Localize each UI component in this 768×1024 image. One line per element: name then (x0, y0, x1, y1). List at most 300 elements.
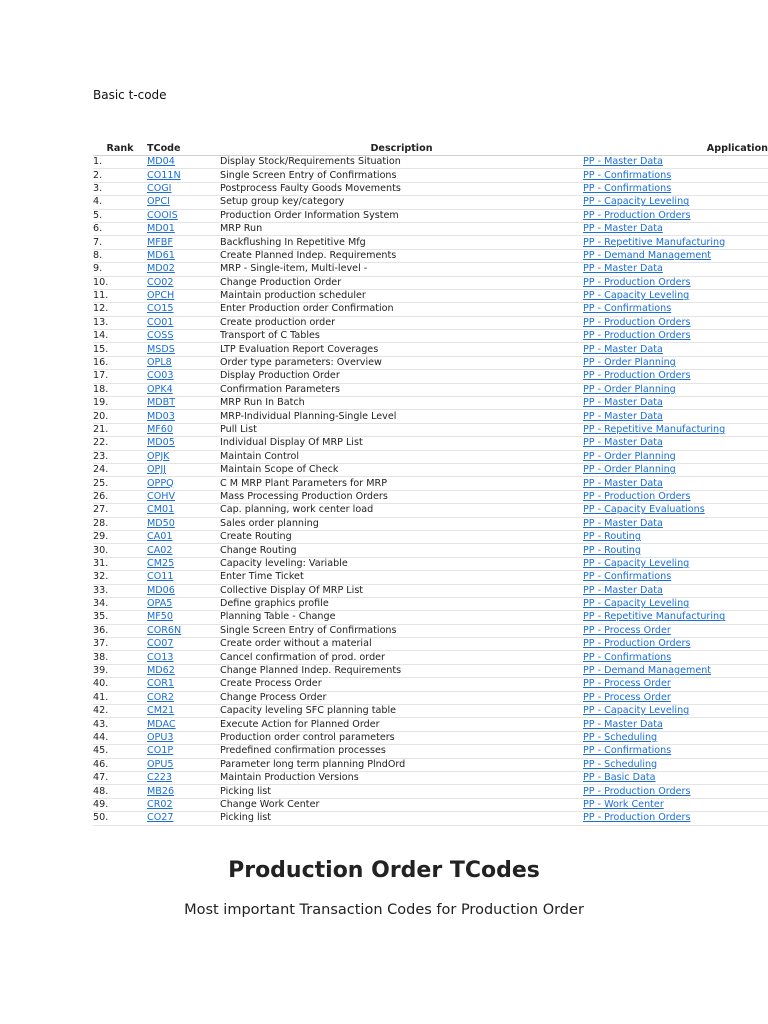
description-cell: Display Production Order (220, 370, 583, 383)
application-cell (583, 530, 768, 543)
description-cell: C M MRP Plant Parameters for MRP (220, 477, 583, 490)
application-link[interactable]: PP - Order Planning (583, 464, 676, 476)
application-cell (583, 624, 768, 637)
application-link[interactable]: PP - Production Orders (583, 812, 691, 824)
tcode-link[interactable]: COSS (147, 330, 174, 342)
application-cell (583, 450, 768, 463)
application-link[interactable]: PP - Production Orders (583, 316, 691, 328)
application-cell (583, 410, 768, 423)
page-subtitle: Most important Transaction Codes for Production Order (184, 902, 584, 918)
application-link[interactable]: PP - Master Data (583, 718, 663, 730)
rank-cell: 29. (93, 530, 147, 543)
description-cell: Maintain production scheduler (220, 289, 583, 302)
application-cell (583, 771, 768, 784)
application-link[interactable]: PP - Confirmations (583, 303, 672, 315)
application-link[interactable]: PP - Master Data (583, 263, 663, 275)
description-cell: Enter Production order Confirmation (220, 303, 583, 316)
description-cell: Execute Action for Planned Order (220, 718, 583, 731)
application-link[interactable]: PP - Repetitive Manufacturing (583, 424, 726, 435)
description-cell: Change Planned Indep. Requirements (220, 664, 583, 677)
tcode-link[interactable]: CO02 (147, 276, 174, 288)
table-row (93, 530, 768, 543)
table-row (93, 249, 768, 262)
application-link[interactable]: PP - Master Data (583, 343, 663, 355)
application-link[interactable]: PP - Process Order (583, 678, 671, 690)
rank-cell: 39. (93, 664, 147, 677)
application-cell (583, 437, 768, 450)
description-cell: Single Screen Entry of Confirmations (220, 169, 583, 182)
description-cell: Backflushing In Repetitive Mfg (220, 236, 583, 249)
application-cell (583, 691, 768, 704)
application-cell (583, 705, 768, 718)
application-cell (583, 731, 768, 744)
application-cell (583, 638, 768, 651)
application-link[interactable]: PP - Scheduling (583, 731, 658, 743)
description-cell: Create Planned Indep. Requirements (220, 249, 583, 262)
tcode-cell (147, 423, 220, 436)
tcode-link[interactable]: CM01 (147, 504, 175, 516)
header-rank: Rank (93, 142, 147, 156)
tcode-link[interactable]: CO13 (147, 651, 174, 663)
application-cell (583, 330, 768, 343)
application-link[interactable]: PP - Routing (583, 544, 641, 556)
tcode-link[interactable]: MD61 (147, 249, 175, 261)
tcode-link[interactable]: OPCI (147, 196, 170, 208)
tcode-cell (147, 624, 220, 637)
application-link[interactable]: PP - Scheduling (583, 758, 658, 770)
tcode-link[interactable]: OPU3 (147, 731, 174, 743)
tcode-link[interactable]: COOIS (147, 209, 178, 221)
rank-cell: 49. (93, 798, 147, 811)
rank-cell: 34. (93, 597, 147, 610)
table-row (93, 758, 768, 771)
description-cell: Picking list (220, 785, 583, 798)
table-row (93, 517, 768, 530)
table-row (93, 463, 768, 476)
table-header-row (93, 142, 768, 156)
table-row (93, 571, 768, 584)
table-row (93, 544, 768, 557)
description-cell: MRP - Single-item, Multi-level - (220, 263, 583, 276)
application-link[interactable]: PP - Master Data (583, 437, 663, 449)
tcode-cell (147, 664, 220, 677)
application-cell (583, 196, 768, 209)
tcode-cell (147, 544, 220, 557)
table-row (93, 209, 768, 222)
tcode-link[interactable]: CA02 (147, 544, 173, 556)
tcode-link[interactable]: MD62 (147, 665, 175, 677)
description-cell: Pull List (220, 423, 583, 436)
tcode-cell (147, 557, 220, 570)
tcode-cell (147, 530, 220, 543)
tcode-cell (147, 182, 220, 195)
table-row (93, 397, 768, 410)
rank-cell: 46. (93, 758, 147, 771)
rank-cell: 33. (93, 584, 147, 597)
application-link[interactable]: PP - Demand Management (583, 665, 712, 677)
tcode-cell (147, 383, 220, 396)
tcode-link[interactable]: CR02 (147, 798, 173, 810)
rank-cell: 4. (93, 196, 147, 209)
application-link[interactable]: PP - Master Data (583, 517, 663, 529)
description-cell: Production Order Information System (220, 209, 583, 222)
description-cell: Cap. planning, work center load (220, 504, 583, 517)
rank-cell: 24. (93, 463, 147, 476)
application-cell (583, 758, 768, 771)
table-row (93, 678, 768, 691)
rank-cell: 43. (93, 718, 147, 731)
tcode-cell (147, 771, 220, 784)
application-link[interactable]: PP - Master Data (583, 477, 663, 489)
application-link[interactable]: PP - Capacity Leveling (583, 196, 690, 208)
tcode-link[interactable]: COR1 (147, 678, 175, 690)
application-cell (583, 517, 768, 530)
application-link[interactable]: PP - Production Orders (583, 785, 691, 797)
tcode-cell (147, 705, 220, 718)
description-cell: MRP-Individual Planning-Single Level (220, 410, 583, 423)
tcode-link[interactable]: OPK4 (147, 383, 173, 395)
rank-cell: 2. (93, 169, 147, 182)
tcode-link[interactable]: MDAC (147, 718, 176, 730)
table-row (93, 624, 768, 637)
description-cell: MRP Run (220, 222, 583, 235)
application-link[interactable]: PP - Capacity Evaluations (583, 504, 705, 516)
table-row (93, 504, 768, 517)
description-cell: MRP Run In Batch (220, 397, 583, 410)
tcode-cell (147, 356, 220, 369)
tcode-cell (147, 745, 220, 758)
application-link[interactable]: PP - Process Order (583, 624, 671, 636)
rank-cell: 5. (93, 209, 147, 222)
application-link[interactable]: PP - Master Data (583, 156, 663, 168)
tcode-link[interactable]: CO1P (147, 745, 174, 757)
application-link[interactable]: PP - Master Data (583, 584, 663, 596)
tcode-cell (147, 691, 220, 704)
tcode-link[interactable]: MF50 (147, 611, 174, 623)
application-link[interactable]: PP - Repetitive Manufacturing (583, 611, 726, 623)
page-title: Production Order TCodes (228, 858, 540, 883)
description-cell: Cancel confirmation of prod. order (220, 651, 583, 664)
application-cell (583, 477, 768, 490)
application-cell (583, 169, 768, 182)
table-row (93, 557, 768, 570)
rank-cell: 40. (93, 678, 147, 691)
table-row (93, 584, 768, 597)
tcode-cell (147, 611, 220, 624)
table-row (93, 597, 768, 610)
tcode-cell (147, 517, 220, 530)
tcode-cell (147, 249, 220, 262)
rank-cell: 7. (93, 236, 147, 249)
tcode-table (93, 142, 768, 826)
tcode-link[interactable]: MF60 (147, 424, 174, 435)
tcode-cell (147, 638, 220, 651)
description-cell: Maintain Scope of Check (220, 463, 583, 476)
application-link[interactable]: PP - Order Planning (583, 383, 676, 395)
tcode-link[interactable]: CO27 (147, 812, 174, 824)
tcode-link[interactable]: CO11 (147, 571, 174, 583)
application-link[interactable]: PP - Master Data (583, 397, 663, 409)
application-link[interactable]: PP - Capacity Leveling (583, 290, 690, 302)
table-row (93, 356, 768, 369)
tcode-link[interactable]: MD03 (147, 410, 175, 422)
table-row (93, 289, 768, 302)
application-cell (583, 557, 768, 570)
tcode-cell (147, 370, 220, 383)
tcode-cell (147, 156, 220, 169)
tcode-link[interactable]: CA01 (147, 531, 173, 543)
description-cell: Mass Processing Production Orders (220, 490, 583, 503)
tcode-link[interactable]: MD01 (147, 223, 175, 235)
application-link[interactable]: PP - Confirmations (583, 651, 672, 663)
application-link[interactable]: PP - Confirmations (583, 745, 672, 757)
tcode-link[interactable]: MD02 (147, 263, 175, 275)
rank-cell: 14. (93, 330, 147, 343)
rank-cell: 41. (93, 691, 147, 704)
tcode-cell (147, 289, 220, 302)
tcode-cell (147, 758, 220, 771)
application-link[interactable]: PP - Production Orders (583, 370, 691, 382)
rank-cell: 32. (93, 571, 147, 584)
rank-cell: 10. (93, 276, 147, 289)
tcode-cell (147, 571, 220, 584)
description-cell: Sales order planning (220, 517, 583, 530)
application-cell (583, 490, 768, 503)
tcode-link[interactable]: CO11N (147, 169, 181, 181)
application-cell (583, 718, 768, 731)
tcode-link[interactable]: MD05 (147, 437, 175, 449)
description-cell: Create production order (220, 316, 583, 329)
table-row (93, 745, 768, 758)
tcode-link[interactable]: OPJK (147, 450, 170, 462)
tcode-cell (147, 236, 220, 249)
rank-cell: 9. (93, 263, 147, 276)
tcode-cell (147, 785, 220, 798)
rank-cell: 37. (93, 638, 147, 651)
application-link[interactable]: PP - Master Data (583, 223, 663, 235)
application-cell (583, 222, 768, 235)
application-link[interactable]: PP - Production Orders (583, 330, 691, 342)
table-row (93, 410, 768, 423)
tcode-link[interactable]: COR2 (147, 691, 175, 703)
application-cell (583, 544, 768, 557)
application-cell (583, 584, 768, 597)
description-cell: Change Process Order (220, 691, 583, 704)
tcode-link[interactable]: COGI (147, 182, 172, 194)
rank-cell: 11. (93, 289, 147, 302)
rank-cell: 42. (93, 705, 147, 718)
application-link[interactable]: PP - Basic Data (583, 772, 656, 784)
rank-cell: 17. (93, 370, 147, 383)
table-row (93, 651, 768, 664)
tcode-link[interactable]: OPPQ (147, 477, 174, 489)
application-link[interactable]: PP - Demand Management (583, 249, 712, 261)
application-link[interactable]: PP - Capacity Leveling (583, 705, 690, 717)
table-row (93, 785, 768, 798)
description-cell: Individual Display Of MRP List (220, 437, 583, 450)
description-cell: Single Screen Entry of Confirmations (220, 624, 583, 637)
tcode-cell (147, 169, 220, 182)
application-cell (583, 370, 768, 383)
rank-cell: 50. (93, 812, 147, 825)
description-cell: Transport of C Tables (220, 330, 583, 343)
description-cell: Maintain Production Versions (220, 771, 583, 784)
application-link[interactable]: PP - Master Data (583, 410, 663, 422)
table-row (93, 182, 768, 195)
application-cell (583, 236, 768, 249)
description-cell: Collective Display Of MRP List (220, 584, 583, 597)
description-cell: Capacity leveling SFC planning table (220, 705, 583, 718)
rank-cell: 20. (93, 410, 147, 423)
tcode-link[interactable]: CO01 (147, 316, 174, 328)
table-row (93, 771, 768, 784)
tcode-cell (147, 263, 220, 276)
rank-cell: 28. (93, 517, 147, 530)
rank-cell: 12. (93, 303, 147, 316)
tcode-link[interactable]: OPL8 (147, 357, 172, 369)
description-cell: LTP Evaluation Report Coverages (220, 343, 583, 356)
application-cell (583, 397, 768, 410)
tcode-link[interactable]: MD04 (147, 156, 175, 168)
tcode-link[interactable]: COHV (147, 490, 176, 502)
application-link[interactable]: PP - Confirmations (583, 169, 672, 181)
table-row (93, 423, 768, 436)
tcode-cell (147, 437, 220, 450)
rank-cell: 35. (93, 611, 147, 624)
description-cell: Display Stock/Requirements Situation (220, 156, 583, 169)
application-link[interactable]: PP - Work Center (583, 798, 664, 810)
application-link[interactable]: PP - Order Planning (583, 450, 676, 462)
application-cell (583, 504, 768, 517)
tcode-link[interactable]: COR6N (147, 624, 182, 636)
tcode-link[interactable]: OPCH (147, 290, 175, 302)
tcode-cell (147, 450, 220, 463)
tcode-cell (147, 597, 220, 610)
tcode-cell (147, 798, 220, 811)
tcode-link[interactable]: OPU5 (147, 758, 174, 770)
application-cell (583, 745, 768, 758)
tcode-cell (147, 410, 220, 423)
header-description: Description (220, 142, 583, 156)
tcode-link[interactable]: CO03 (147, 370, 174, 382)
description-cell: Capacity leveling: Variable (220, 557, 583, 570)
table-row (93, 798, 768, 811)
application-link[interactable]: PP - Routing (583, 531, 641, 543)
rank-cell: 30. (93, 544, 147, 557)
application-cell (583, 343, 768, 356)
rank-cell: 26. (93, 490, 147, 503)
tcode-link[interactable]: MFBF (147, 236, 173, 248)
rank-cell: 21. (93, 423, 147, 436)
application-link[interactable]: PP - Confirmations (583, 182, 672, 194)
application-cell (583, 678, 768, 691)
application-link[interactable]: PP - Order Planning (583, 357, 676, 369)
application-cell (583, 316, 768, 329)
description-cell: Predefined confirmation processes (220, 745, 583, 758)
table-row (93, 316, 768, 329)
description-cell: Order type parameters: Overview (220, 356, 583, 369)
application-link[interactable]: PP - Production Orders (583, 209, 691, 221)
tcode-cell (147, 812, 220, 825)
tcode-cell (147, 276, 220, 289)
rank-cell: 23. (93, 450, 147, 463)
tcode-link[interactable]: MD50 (147, 517, 175, 529)
table-row (93, 156, 768, 169)
description-cell: Picking list (220, 812, 583, 825)
header-tcode: TCode (147, 142, 220, 156)
tcode-link[interactable]: MDBT (147, 397, 176, 409)
rank-cell: 44. (93, 731, 147, 744)
rank-cell: 27. (93, 504, 147, 517)
tcode-link[interactable]: CM21 (147, 705, 175, 717)
application-cell (583, 664, 768, 677)
tcode-link[interactable]: OPJJ (147, 464, 166, 476)
application-cell (583, 651, 768, 664)
tcode-link[interactable]: CM25 (147, 557, 175, 569)
application-cell (583, 383, 768, 396)
application-link[interactable]: PP - Production Orders (583, 276, 691, 288)
rank-cell: 45. (93, 745, 147, 758)
table-row (93, 490, 768, 503)
application-link[interactable]: PP - Confirmations (583, 571, 672, 583)
application-link[interactable]: PP - Capacity Leveling (583, 598, 690, 610)
tcode-link[interactable]: OPA5 (147, 598, 173, 610)
tcode-cell (147, 477, 220, 490)
application-link[interactable]: PP - Capacity Leveling (583, 557, 690, 569)
rank-cell: 18. (93, 383, 147, 396)
table-row (93, 638, 768, 651)
description-cell: Maintain Control (220, 450, 583, 463)
tcode-cell (147, 196, 220, 209)
rank-cell: 8. (93, 249, 147, 262)
rank-cell: 38. (93, 651, 147, 664)
table-row (93, 611, 768, 624)
table-row (93, 477, 768, 490)
tcode-cell (147, 343, 220, 356)
tcode-link[interactable]: CO07 (147, 638, 174, 650)
rank-cell: 31. (93, 557, 147, 570)
application-cell (583, 798, 768, 811)
description-cell: Production order control parameters (220, 731, 583, 744)
application-link[interactable]: PP - Production Orders (583, 638, 691, 650)
application-cell (583, 571, 768, 584)
table-row (93, 196, 768, 209)
table-row (93, 664, 768, 677)
tcode-cell (147, 651, 220, 664)
application-link[interactable]: PP - Process Order (583, 691, 671, 703)
description-cell: Create Process Order (220, 678, 583, 691)
application-cell (583, 276, 768, 289)
table-row (93, 437, 768, 450)
application-link[interactable]: PP - Repetitive Manufacturing (583, 236, 726, 248)
application-cell (583, 611, 768, 624)
application-cell (583, 463, 768, 476)
tcode-link[interactable]: MSDS (147, 343, 175, 355)
description-cell: Enter Time Ticket (220, 571, 583, 584)
tcode-cell (147, 209, 220, 222)
rank-cell: 1. (93, 156, 147, 169)
tcode-cell (147, 316, 220, 329)
rank-cell: 19. (93, 397, 147, 410)
tcode-link[interactable]: MB26 (147, 785, 175, 797)
application-link[interactable]: PP - Production Orders (583, 490, 691, 502)
rank-cell: 16. (93, 356, 147, 369)
table-row (93, 222, 768, 235)
tcode-cell (147, 222, 220, 235)
tcode-link[interactable]: CO15 (147, 303, 174, 315)
tcode-link[interactable]: C223 (147, 772, 173, 784)
tcode-link[interactable]: MD06 (147, 584, 175, 596)
